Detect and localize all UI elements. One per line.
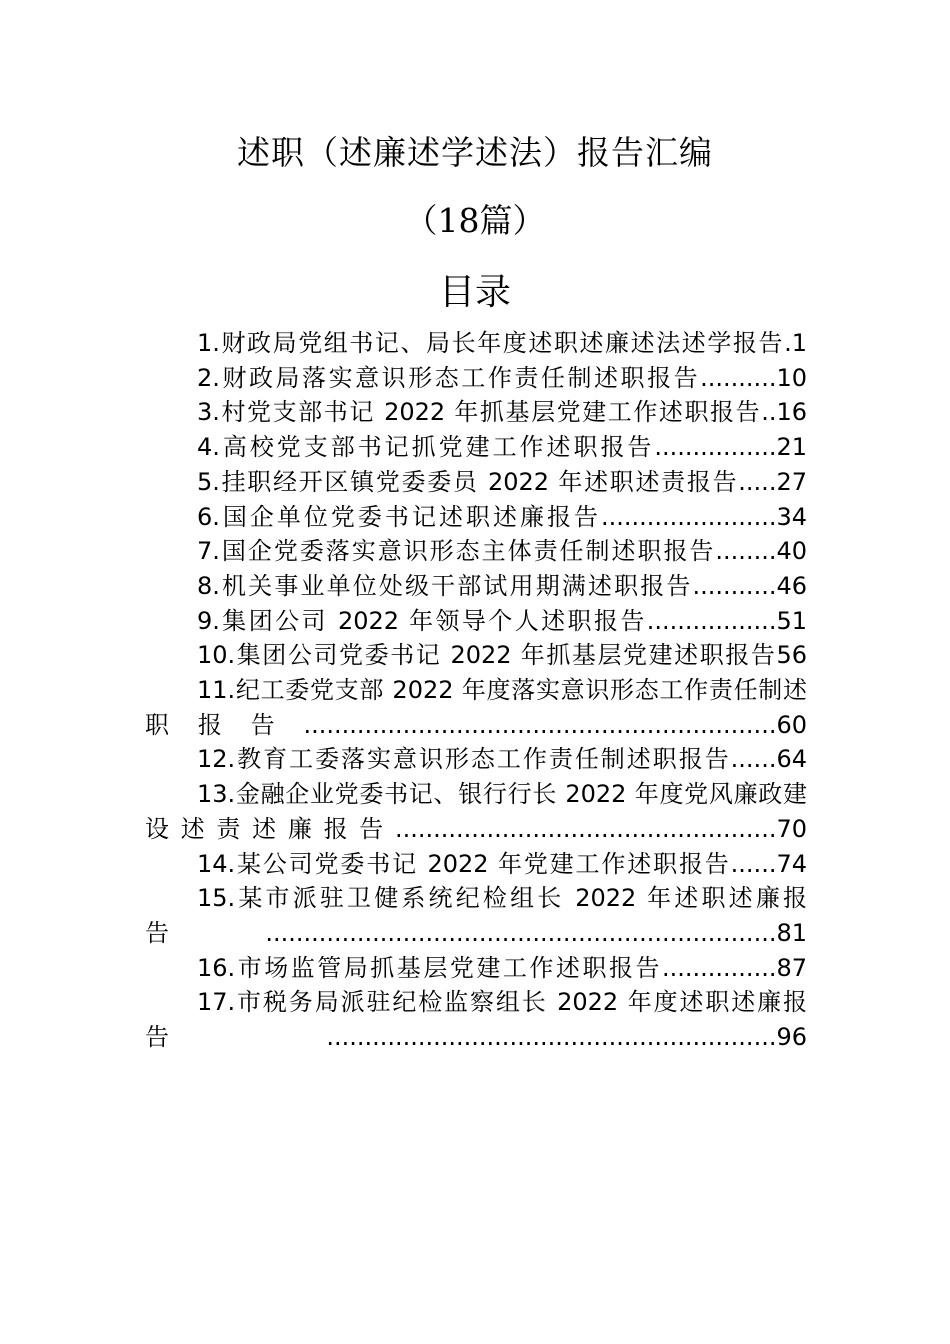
toc-entry-page-number: 1 bbox=[791, 329, 807, 357]
toc-entry-title: 8.机关事业单位处级干部试用期满述职报告 bbox=[197, 571, 693, 600]
toc-entry[interactable] bbox=[145, 326, 807, 361]
toc-entry-leader: ........................................................... bbox=[326, 1023, 777, 1052]
toc-entry[interactable] bbox=[145, 604, 807, 639]
toc-entry-page-number: 70 bbox=[776, 814, 807, 843]
toc-entry-title: 14.某公司党委书记 2022 年党建工作述职报告 bbox=[197, 849, 731, 878]
toc-entry-leader: . bbox=[784, 329, 792, 357]
toc-entry-page-number: 60 bbox=[776, 710, 807, 739]
toc-entry-title: 4.高校党支部书记抓党建工作述职报告 bbox=[197, 433, 655, 462]
toc-entry-leader: ................ bbox=[654, 433, 777, 462]
subtitle-close: 篇） bbox=[479, 201, 546, 240]
toc-entry-page-number: 10 bbox=[776, 363, 807, 392]
toc-entry[interactable] bbox=[145, 361, 807, 396]
toc-entry[interactable] bbox=[145, 742, 807, 777]
toc-entry-leader: ...... bbox=[730, 745, 777, 774]
toc-entry-page-number: 56 bbox=[776, 641, 807, 670]
toc-entry-title: 2.财政局落实意识形态工作责任制述职报告 bbox=[197, 363, 701, 392]
toc-entry-page-number: 34 bbox=[776, 502, 807, 531]
toc-entry-title: 1.财政局党组书记、局长年度述职述廉述法述学报告 bbox=[197, 329, 785, 357]
toc-entry[interactable] bbox=[145, 881, 807, 950]
document-title: 述职（述廉述学述法）报告汇编 bbox=[237, 133, 713, 172]
toc-entry-page-number: 40 bbox=[776, 537, 807, 566]
toc-entry-title: 9.集团公司 2022 年领导个人述职报告 bbox=[197, 606, 647, 635]
toc-entry-page-number: 96 bbox=[776, 1023, 807, 1052]
toc-entry[interactable] bbox=[145, 673, 807, 742]
toc-entry[interactable] bbox=[145, 465, 807, 500]
toc-entry-title: 10.集团公司党委书记 2022 年抓基层党建述职报告 bbox=[197, 641, 777, 670]
toc-entry-leader: ................................................................... bbox=[265, 918, 777, 947]
toc-entry-page-number: 74 bbox=[776, 849, 807, 878]
toc-entry[interactable] bbox=[145, 847, 807, 882]
toc-entry[interactable] bbox=[145, 500, 807, 535]
toc-entry-leader: .............................................................. bbox=[303, 710, 777, 739]
toc-entry-page-number: 16 bbox=[776, 398, 807, 427]
toc-entry-leader: ............... bbox=[662, 953, 777, 982]
subtitle-count: 18 bbox=[437, 201, 480, 240]
toc-entry-title: 6.国企单位党委书记述职述廉报告 bbox=[197, 502, 601, 531]
toc-entry[interactable] bbox=[145, 951, 807, 986]
toc-heading: 目录 bbox=[438, 272, 511, 313]
toc-entry-title: 7.国企党委落实意识形态主体责任制述职报告 bbox=[197, 537, 716, 566]
toc-entry[interactable] bbox=[145, 985, 807, 1054]
toc-entry-title: 13.金融企业党委书记、银行行长 2022 年度党风廉政建设述责述廉报告 bbox=[145, 780, 807, 843]
toc-entry-title: 16.市场监管局抓基层党建工作述职报告 bbox=[197, 953, 663, 982]
toc-entry-page-number: 81 bbox=[776, 918, 807, 947]
table-of-contents bbox=[145, 326, 807, 1055]
toc-entry-leader: .......... bbox=[700, 363, 777, 392]
toc-entry-leader: ....................... bbox=[600, 502, 777, 531]
toc-entry[interactable] bbox=[145, 395, 807, 430]
toc-entry[interactable] bbox=[145, 534, 807, 569]
toc-entry-title: 17.市税务局派驻纪检监察组长 2022 年度述职述廉报告 bbox=[145, 988, 807, 1052]
toc-entry-page-number: 51 bbox=[776, 606, 807, 635]
toc-entry-page-number: 46 bbox=[776, 571, 807, 600]
toc-entry-leader: .................................................. bbox=[395, 814, 777, 843]
toc-entry-leader: ........... bbox=[692, 571, 777, 600]
toc-entry-page-number: 64 bbox=[776, 745, 807, 774]
toc-entry-leader: ..... bbox=[738, 467, 777, 496]
subtitle-open-paren: （ bbox=[404, 201, 438, 240]
toc-entry[interactable] bbox=[145, 777, 807, 846]
toc-entry-leader: ........ bbox=[715, 537, 777, 566]
document-subtitle bbox=[0, 198, 950, 244]
toc-entry-title: 11.纪工委党支部 2022 年度落实意识形态工作责任制述职报告 bbox=[145, 676, 807, 739]
toc-entry-page-number: 87 bbox=[776, 953, 807, 982]
toc-entry-title: 12.教育工委落实意识形态工作责任制述职报告 bbox=[197, 745, 731, 774]
toc-entry-page-number: 27 bbox=[776, 467, 807, 496]
toc-entry-title: 5.挂职经开区镇党委委员 2022 年述职述责报告 bbox=[197, 467, 739, 496]
toc-entry-title: 3.村党支部书记 2022 年抓基层党建工作述职报告 bbox=[197, 398, 762, 427]
toc-entry-leader: ................. bbox=[646, 606, 777, 635]
toc-entry[interactable] bbox=[145, 430, 807, 465]
toc-entry-leader: .. bbox=[761, 398, 777, 427]
toc-entry[interactable] bbox=[145, 638, 807, 673]
toc-entry[interactable] bbox=[145, 569, 807, 604]
toc-entry-leader: ...... bbox=[730, 849, 777, 878]
toc-entry-page-number: 21 bbox=[776, 433, 807, 462]
toc-entry-title: 15.某市派驻卫健系统纪检组长 2022 年述职述廉报告 bbox=[145, 884, 807, 947]
